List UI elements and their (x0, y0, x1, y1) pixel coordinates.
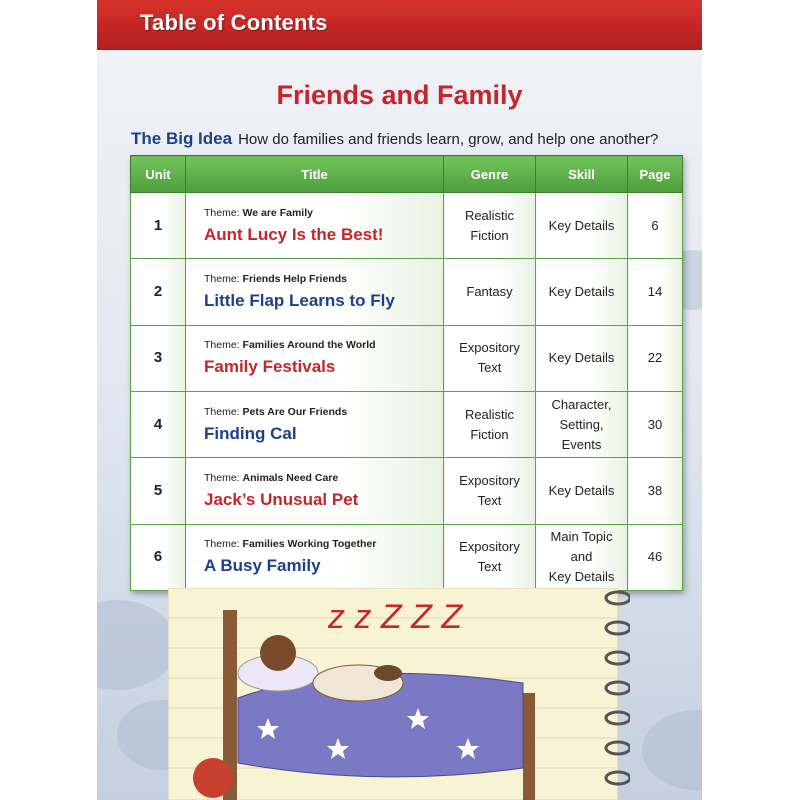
genre-line: Expository (459, 539, 520, 555)
theme-name: We are Family (242, 206, 313, 219)
column-header-title: Title (186, 156, 444, 193)
table-header-row (131, 156, 683, 193)
background-blob (642, 710, 702, 790)
column-header-unit: Unit (131, 156, 186, 193)
genre-line: Realistic (464, 406, 515, 422)
genre-line: Fantasy (466, 283, 513, 299)
skill-cell (536, 193, 628, 259)
title-cell (186, 458, 444, 524)
story-title: Finding Cal (204, 423, 297, 443)
skill-line: Key Details (548, 217, 615, 233)
genre-cell (444, 325, 536, 391)
genre-cell (444, 193, 536, 259)
theme-name: Families Working Together (242, 538, 377, 551)
table-row (131, 193, 683, 259)
story-title: Family Festivals (204, 357, 336, 377)
page-number: 38 (628, 458, 683, 524)
book-page (97, 0, 702, 800)
background-blob (97, 600, 177, 690)
table-row (131, 391, 683, 457)
story-title: Little Flap Learns to Fly (204, 290, 395, 310)
unit-number: 6 (131, 524, 186, 590)
header-title: Table of Contents (140, 10, 328, 35)
story-title: A Busy Family (204, 556, 321, 576)
column-header-page: Page (628, 156, 683, 193)
page-number: 46 (628, 524, 683, 590)
genre-line: Text (477, 492, 502, 508)
theme-line (204, 471, 439, 485)
big-idea (131, 129, 658, 149)
genre-line: Text (477, 360, 502, 376)
skill-line: Main Topic and (550, 529, 613, 565)
genre-line: Fiction (470, 227, 509, 243)
big-idea-question: How do families and friends learn, grow, and help one another? (238, 131, 659, 148)
title-cell (186, 259, 444, 325)
theme-name: Families Around the World (242, 339, 376, 352)
unit-number: 3 (131, 325, 186, 391)
skill-line: Setting, Events (559, 416, 604, 452)
table-row (131, 458, 683, 524)
skill-cell (536, 391, 628, 457)
unit-number: 2 (131, 259, 186, 325)
page-number: 30 (628, 391, 683, 457)
unit-title: Friends and Family (276, 80, 523, 110)
table-row (131, 524, 683, 590)
page-number: 22 (628, 325, 683, 391)
genre-cell (444, 259, 536, 325)
zzz-text: z z Z Z Z (328, 598, 463, 636)
genre-line: Expository (459, 340, 520, 356)
skill-line: Key Details (548, 350, 615, 366)
table-row (131, 325, 683, 391)
theme-line (204, 338, 439, 352)
theme-prefix: Theme: (204, 272, 240, 285)
boy-head (260, 635, 296, 671)
page-number: 6 (628, 193, 683, 259)
title-cell (186, 325, 444, 391)
skill-line: Key Details (548, 569, 615, 585)
big-idea-label: The Big Idea (131, 129, 233, 148)
theme-line (204, 272, 439, 286)
theme-line (204, 537, 439, 551)
column-header-genre: Genre (444, 156, 536, 193)
dog-ear (374, 665, 402, 681)
theme-name: Friends Help Friends (242, 272, 347, 285)
skill-cell (536, 458, 628, 524)
title-cell (186, 193, 444, 259)
theme-prefix: Theme: (204, 471, 240, 484)
bed-post-right (523, 693, 535, 800)
title-cell (186, 391, 444, 457)
theme-prefix: Theme: (204, 405, 240, 418)
unit-number: 4 (131, 391, 186, 457)
theme-prefix: Theme: (204, 206, 240, 219)
header-banner (97, 0, 702, 50)
unit-number: 5 (131, 458, 186, 524)
sleeping-boy-illustration (168, 588, 630, 800)
genre-line: Expository (459, 472, 520, 488)
genre-line: Text (477, 559, 502, 575)
column-header-skill: Skill (536, 156, 628, 193)
title-cell (186, 524, 444, 590)
skill-cell (536, 524, 628, 590)
skill-cell (536, 325, 628, 391)
genre-cell (444, 524, 536, 590)
genre-cell (444, 458, 536, 524)
theme-line (204, 206, 439, 220)
unit-number: 1 (131, 193, 186, 259)
theme-name: Pets Are Our Friends (242, 405, 348, 418)
skill-line: Key Details (548, 283, 615, 299)
theme-prefix: Theme: (204, 339, 240, 352)
genre-line: Fiction (470, 426, 509, 442)
genre-line: Realistic (464, 207, 515, 223)
skill-cell (536, 259, 628, 325)
story-title: Aunt Lucy Is the Best! (204, 224, 384, 244)
page-number: 14 (628, 259, 683, 325)
skill-line: Character, (551, 396, 612, 412)
theme-name: Animals Need Care (242, 471, 339, 484)
story-title: Jack’s Unusual Pet (204, 489, 359, 509)
skill-line: Key Details (548, 482, 615, 498)
table-body (131, 193, 683, 591)
contents-table (130, 155, 683, 591)
theme-line (204, 405, 439, 419)
genre-cell (444, 391, 536, 457)
table-row (131, 259, 683, 325)
red-ball (193, 758, 233, 798)
theme-prefix: Theme: (204, 538, 240, 551)
